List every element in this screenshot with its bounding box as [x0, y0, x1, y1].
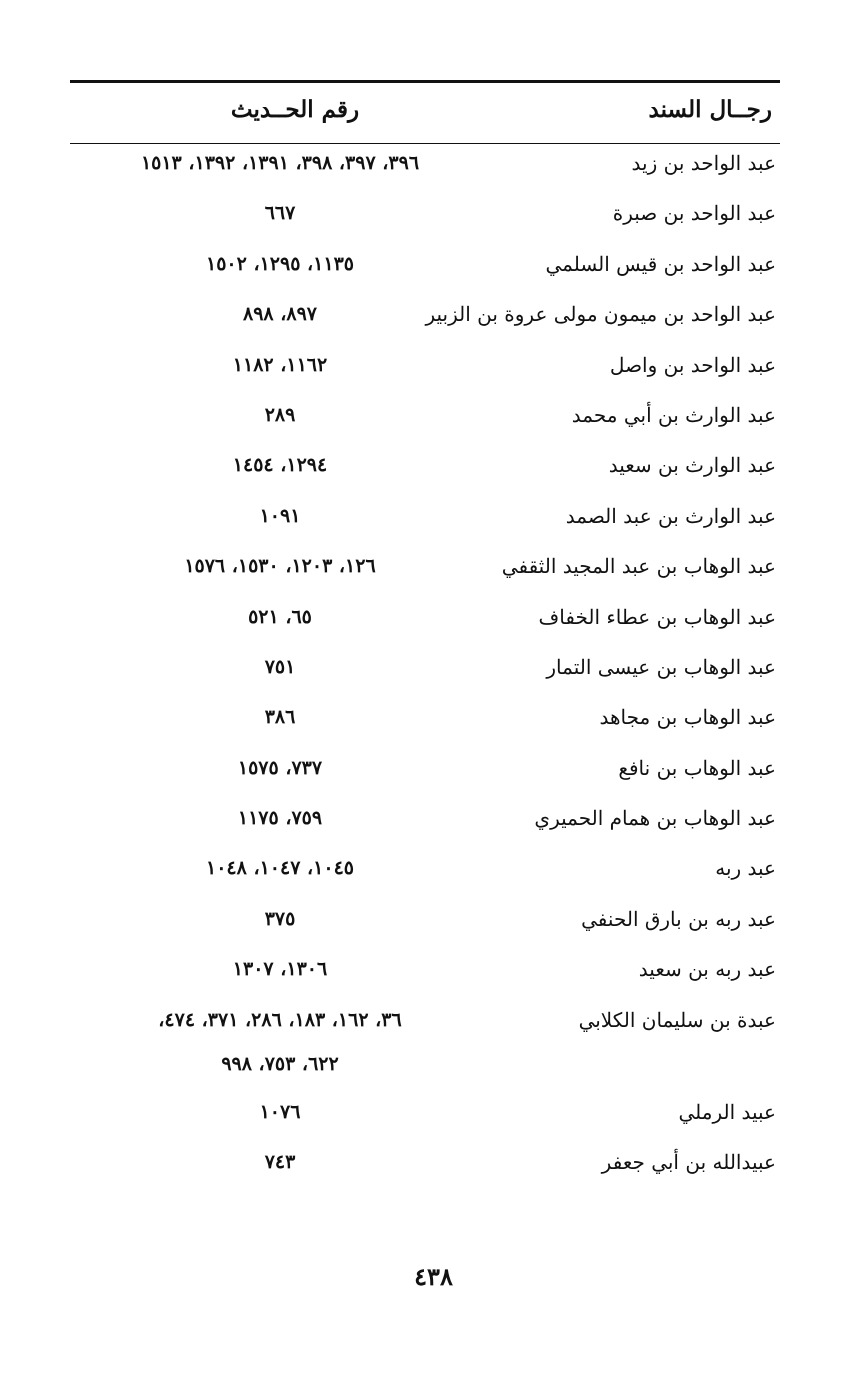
- narrator-name: عبد الوارث بن عبد الصمد: [565, 503, 776, 528]
- list-item: [70, 346, 780, 396]
- narrator-name: عبد الواحد بن صبرة: [612, 201, 776, 226]
- hadith-numbers: ٧٣٧، ١٥٧٥: [237, 756, 323, 779]
- narrator-name: عبد الوهاب بن عطاء الخفاف: [538, 604, 776, 629]
- hadith-numbers: ٢٨٩: [264, 403, 296, 426]
- list-item: [70, 799, 780, 849]
- hadith-numbers: ٨٩٧، ٨٩٨: [243, 303, 317, 326]
- narrator-name: عبد الواحد بن ميمون مولى عروة بن الزبير: [425, 302, 776, 327]
- hadith-numbers: ١٠٧٦: [259, 1101, 301, 1124]
- narrator-name: عبد الوهاب بن مجاهد: [599, 705, 776, 730]
- narrator-name: عبد ربه بن سعيد: [638, 957, 776, 982]
- hadith-numbers: ٣٦، ١٦٢، ١٨٣، ٢٨٦، ٣٧١، ٤٧٤،: [158, 1008, 402, 1031]
- list-item-continuation: [70, 1051, 780, 1093]
- list-item: [70, 497, 780, 547]
- list-item: [70, 1093, 780, 1143]
- narrator-name: عبد الوهاب بن عيسى التمار: [546, 654, 776, 679]
- narrator-list: [70, 144, 780, 1194]
- list-item: [70, 547, 780, 597]
- list-item: [70, 295, 780, 345]
- narrator-name: عبدة بن سليمان الكلابي: [578, 1007, 776, 1032]
- narrator-name: عبد الوهاب بن نافع: [618, 755, 776, 780]
- hadith-numbers: ١٠٩١: [259, 504, 301, 527]
- narrator-name: عبيدالله بن أبي جعفر: [601, 1150, 776, 1175]
- page-number: ٤٣٨: [414, 1262, 453, 1291]
- hadith-numbers: ٦٥، ٥٢١: [248, 605, 312, 628]
- list-item: [70, 1143, 780, 1193]
- list-item: [70, 446, 780, 496]
- hadith-numbers: ٧٥١: [264, 655, 296, 678]
- hadith-numbers: ٣٨٦: [264, 706, 296, 729]
- hadith-numbers: ٣٩٦، ٣٩٧، ٣٩٨، ١٣٩١، ١٣٩٢، ١٥١٣: [140, 152, 420, 174]
- narrator-name: عبد الواحد بن واصل: [609, 352, 776, 377]
- hadith-numbers-continued: ٦٢٢، ٧٥٣، ٩٩٨: [221, 1053, 339, 1076]
- list-item: [70, 849, 780, 899]
- list-item: [70, 396, 780, 446]
- narrator-name: عبد الوهاب بن عبد المجيد الثقفي: [501, 554, 776, 579]
- list-item: [70, 144, 780, 194]
- list-item: [70, 749, 780, 799]
- list-item: [70, 648, 780, 698]
- list-item: [70, 950, 780, 1000]
- hadith-numbers: ١٠٤٥، ١٠٤٧، ١٠٤٨: [206, 857, 354, 880]
- narrator-name: عبيد الرملي: [678, 1100, 776, 1125]
- narrator-name: عبد الوارث بن سعيد: [608, 453, 776, 478]
- hadith-numbers: ١١٣٥، ١٢٩٥، ١٥٠٢: [206, 252, 354, 275]
- hadith-number-column-header: رقم الحــديث: [230, 96, 360, 123]
- narrator-name: عبد الوهاب بن همام الحميري: [534, 806, 776, 831]
- narrator-name: عبد الوارث بن أبي محمد: [571, 402, 776, 427]
- list-item: [70, 698, 780, 748]
- hadith-numbers: ١٣٠٦، ١٣٠٧: [232, 958, 328, 981]
- hadith-numbers: ١٢٩٤، ١٤٥٤: [232, 454, 328, 477]
- hadith-numbers: ٧٥٩، ١١٧٥: [237, 807, 323, 830]
- narrator-name: عبد الواحد بن زيد: [631, 151, 776, 175]
- table-header: [70, 96, 780, 132]
- hadith-numbers: ٦٦٧: [264, 202, 296, 225]
- list-item: [70, 598, 780, 648]
- narrator-name: عبد ربه بن بارق الحنفي: [581, 906, 776, 931]
- hadith-numbers: ٣٧٥: [264, 907, 296, 930]
- list-item: [70, 1001, 780, 1051]
- narrator-name: عبد ربه: [715, 856, 776, 881]
- list-item: [70, 900, 780, 950]
- narrators-column-header: رجــال السند: [648, 96, 772, 123]
- hadith-numbers: ٧٤٣: [264, 1151, 296, 1174]
- hadith-numbers: ١١٦٢، ١١٨٢: [232, 353, 328, 376]
- narrator-name: عبد الواحد بن قيس السلمي: [545, 251, 776, 276]
- list-item: [70, 194, 780, 244]
- top-rule: [70, 80, 780, 83]
- list-item: [70, 245, 780, 295]
- hadith-numbers: ١٢٦، ١٢٠٣، ١٥٣٠، ١٥٧٦: [184, 555, 376, 578]
